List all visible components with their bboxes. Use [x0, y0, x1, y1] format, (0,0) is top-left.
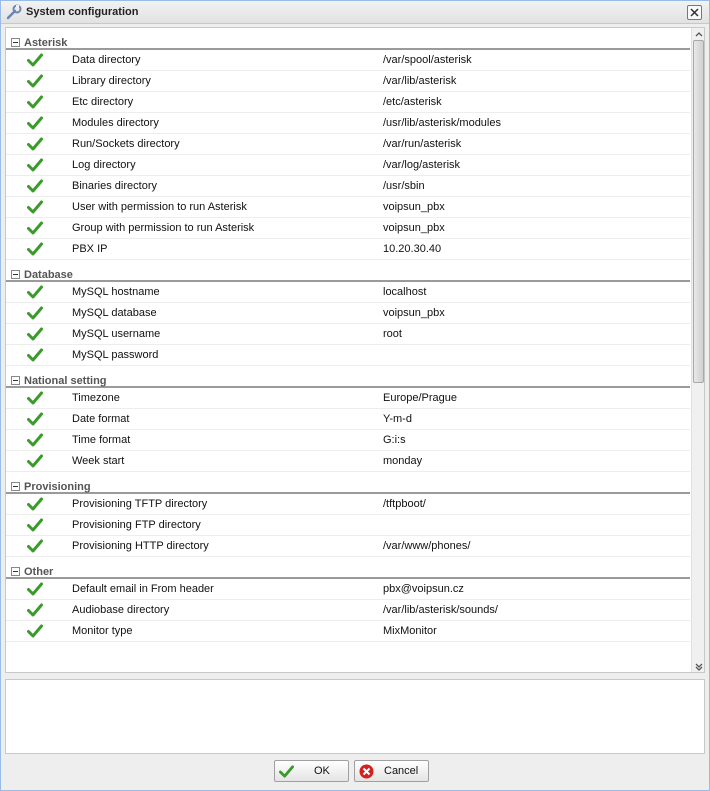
green-check-icon — [27, 221, 43, 235]
config-row[interactable] — [6, 345, 690, 366]
config-row[interactable] — [6, 71, 690, 92]
config-label: MySQL username — [72, 328, 161, 340]
config-row[interactable] — [6, 324, 690, 345]
config-label: Default email in From header — [72, 583, 214, 595]
config-row[interactable] — [6, 409, 690, 430]
config-row[interactable] — [6, 303, 690, 324]
config-value: /tftpboot/ — [383, 498, 426, 510]
config-value: voipsun_pbx — [383, 222, 445, 234]
config-row[interactable] — [6, 134, 690, 155]
scroll-down-arrow-icon[interactable] — [693, 661, 705, 672]
config-row[interactable] — [6, 536, 690, 557]
collapse-icon[interactable] — [11, 567, 20, 576]
config-label: User with permission to run Asterisk — [72, 201, 247, 213]
config-label: Library directory — [72, 75, 151, 87]
config-row[interactable] — [6, 176, 690, 197]
ok-check-icon — [279, 764, 294, 779]
ok-button-label: OK — [314, 765, 330, 777]
green-check-icon — [27, 539, 43, 553]
details-panel — [5, 679, 705, 754]
group-title: Other — [24, 566, 54, 578]
config-row[interactable] — [6, 494, 690, 515]
config-value: Europe/Prague — [383, 392, 457, 404]
config-value: Y-m-d — [383, 413, 412, 425]
config-value: voipsun_pbx — [383, 201, 445, 213]
config-label: Provisioning FTP directory — [72, 519, 201, 531]
config-row[interactable] — [6, 92, 690, 113]
config-label: PBX IP — [72, 243, 108, 255]
group-title: National setting — [24, 375, 107, 387]
config-value: monday — [383, 455, 423, 467]
collapse-icon[interactable] — [11, 482, 20, 491]
config-value: /var/run/asterisk — [383, 138, 462, 150]
green-check-icon — [27, 95, 43, 109]
wrench-icon — [6, 4, 22, 20]
cancel-button-label: Cancel — [384, 765, 419, 777]
group-header[interactable] — [6, 557, 690, 579]
scroll-up-arrow-icon[interactable] — [693, 29, 705, 40]
config-row[interactable] — [6, 50, 690, 71]
config-label: Data directory — [72, 54, 141, 66]
config-label: Provisioning HTTP directory — [72, 540, 209, 552]
config-value: MixMonitor — [383, 625, 437, 637]
green-check-icon — [27, 179, 43, 193]
config-value: 10.20.30.40 — [383, 243, 442, 255]
config-row[interactable] — [6, 451, 690, 472]
config-value: voipsun_pbx — [383, 307, 445, 319]
config-value: G:i:s — [383, 434, 406, 446]
green-check-icon — [27, 74, 43, 88]
green-check-icon — [27, 242, 43, 256]
config-label: Group with permission to run Asterisk — [72, 222, 255, 234]
green-check-icon — [27, 327, 43, 341]
green-check-icon — [27, 433, 43, 447]
green-check-icon — [27, 348, 43, 362]
config-row[interactable] — [6, 239, 690, 260]
green-check-icon — [27, 200, 43, 214]
config-label: Binaries directory — [72, 180, 157, 192]
config-value: /var/spool/asterisk — [383, 54, 472, 66]
config-row[interactable] — [6, 388, 690, 409]
config-row[interactable] — [6, 282, 690, 303]
green-check-icon — [27, 137, 43, 151]
config-label: Audiobase directory — [72, 604, 170, 616]
config-label: MySQL database — [72, 307, 157, 319]
green-check-icon — [27, 116, 43, 130]
cancel-icon — [359, 764, 374, 779]
config-value: /etc/asterisk — [383, 96, 442, 108]
group-header[interactable] — [6, 260, 690, 282]
dialog-titlebar[interactable] — [1, 1, 709, 24]
config-row[interactable] — [6, 155, 690, 176]
config-value: /var/log/asterisk — [383, 159, 461, 171]
config-label: Timezone — [72, 392, 120, 404]
config-label: Modules directory — [72, 117, 159, 129]
config-row[interactable] — [6, 515, 690, 536]
config-value: /var/lib/asterisk/sounds/ — [383, 604, 498, 616]
group-title: Asterisk — [24, 37, 68, 49]
config-label: Week start — [72, 455, 125, 467]
config-row[interactable] — [6, 430, 690, 451]
ok-button[interactable] — [274, 760, 349, 782]
config-label: Date format — [72, 413, 130, 425]
green-check-icon — [27, 285, 43, 299]
collapse-icon[interactable] — [11, 376, 20, 385]
config-label: Etc directory — [72, 96, 134, 108]
config-label: Run/Sockets directory — [72, 138, 180, 150]
scrollbar-thumb[interactable] — [693, 40, 704, 383]
config-label: MySQL hostname — [72, 286, 160, 298]
group-title: Provisioning — [24, 481, 91, 493]
green-check-icon — [27, 582, 43, 596]
config-row[interactable] — [6, 579, 690, 600]
config-row[interactable] — [6, 197, 690, 218]
config-value: /var/www/phones/ — [383, 540, 471, 552]
config-value: /var/lib/asterisk — [383, 75, 457, 87]
green-check-icon — [27, 158, 43, 172]
green-check-icon — [27, 603, 43, 617]
green-check-icon — [27, 53, 43, 67]
group-header[interactable] — [6, 472, 690, 494]
vertical-scrollbar[interactable] — [691, 28, 705, 673]
close-button[interactable] — [687, 5, 702, 20]
green-check-icon — [27, 518, 43, 532]
config-value: /usr/lib/asterisk/modules — [383, 117, 501, 129]
config-label: Provisioning TFTP directory — [72, 498, 208, 510]
config-row[interactable] — [6, 600, 690, 621]
config-grid-rows — [6, 28, 690, 642]
config-label: Log directory — [72, 159, 136, 171]
green-check-icon — [27, 412, 43, 426]
green-check-icon — [27, 391, 43, 405]
close-icon — [690, 8, 699, 17]
green-check-icon — [27, 454, 43, 468]
collapse-icon[interactable] — [11, 38, 20, 47]
config-row[interactable] — [6, 621, 690, 642]
config-grid — [5, 27, 705, 673]
config-value: root — [383, 328, 402, 340]
group-title: Database — [24, 269, 73, 281]
config-row[interactable] — [6, 113, 690, 134]
config-value: pbx@voipsun.cz — [383, 583, 464, 595]
cancel-button[interactable] — [354, 760, 429, 782]
config-label: Time format — [72, 434, 131, 446]
dialog-title: System configuration — [26, 6, 139, 18]
config-value: localhost — [383, 286, 427, 298]
config-row[interactable] — [6, 218, 690, 239]
group-header[interactable] — [6, 28, 690, 50]
collapse-icon[interactable] — [11, 270, 20, 279]
config-value: /usr/sbin — [383, 180, 425, 192]
green-check-icon — [27, 497, 43, 511]
green-check-icon — [27, 624, 43, 638]
config-label: Monitor type — [72, 625, 133, 637]
config-label: MySQL password — [72, 349, 159, 361]
group-header[interactable] — [6, 366, 690, 388]
green-check-icon — [27, 306, 43, 320]
